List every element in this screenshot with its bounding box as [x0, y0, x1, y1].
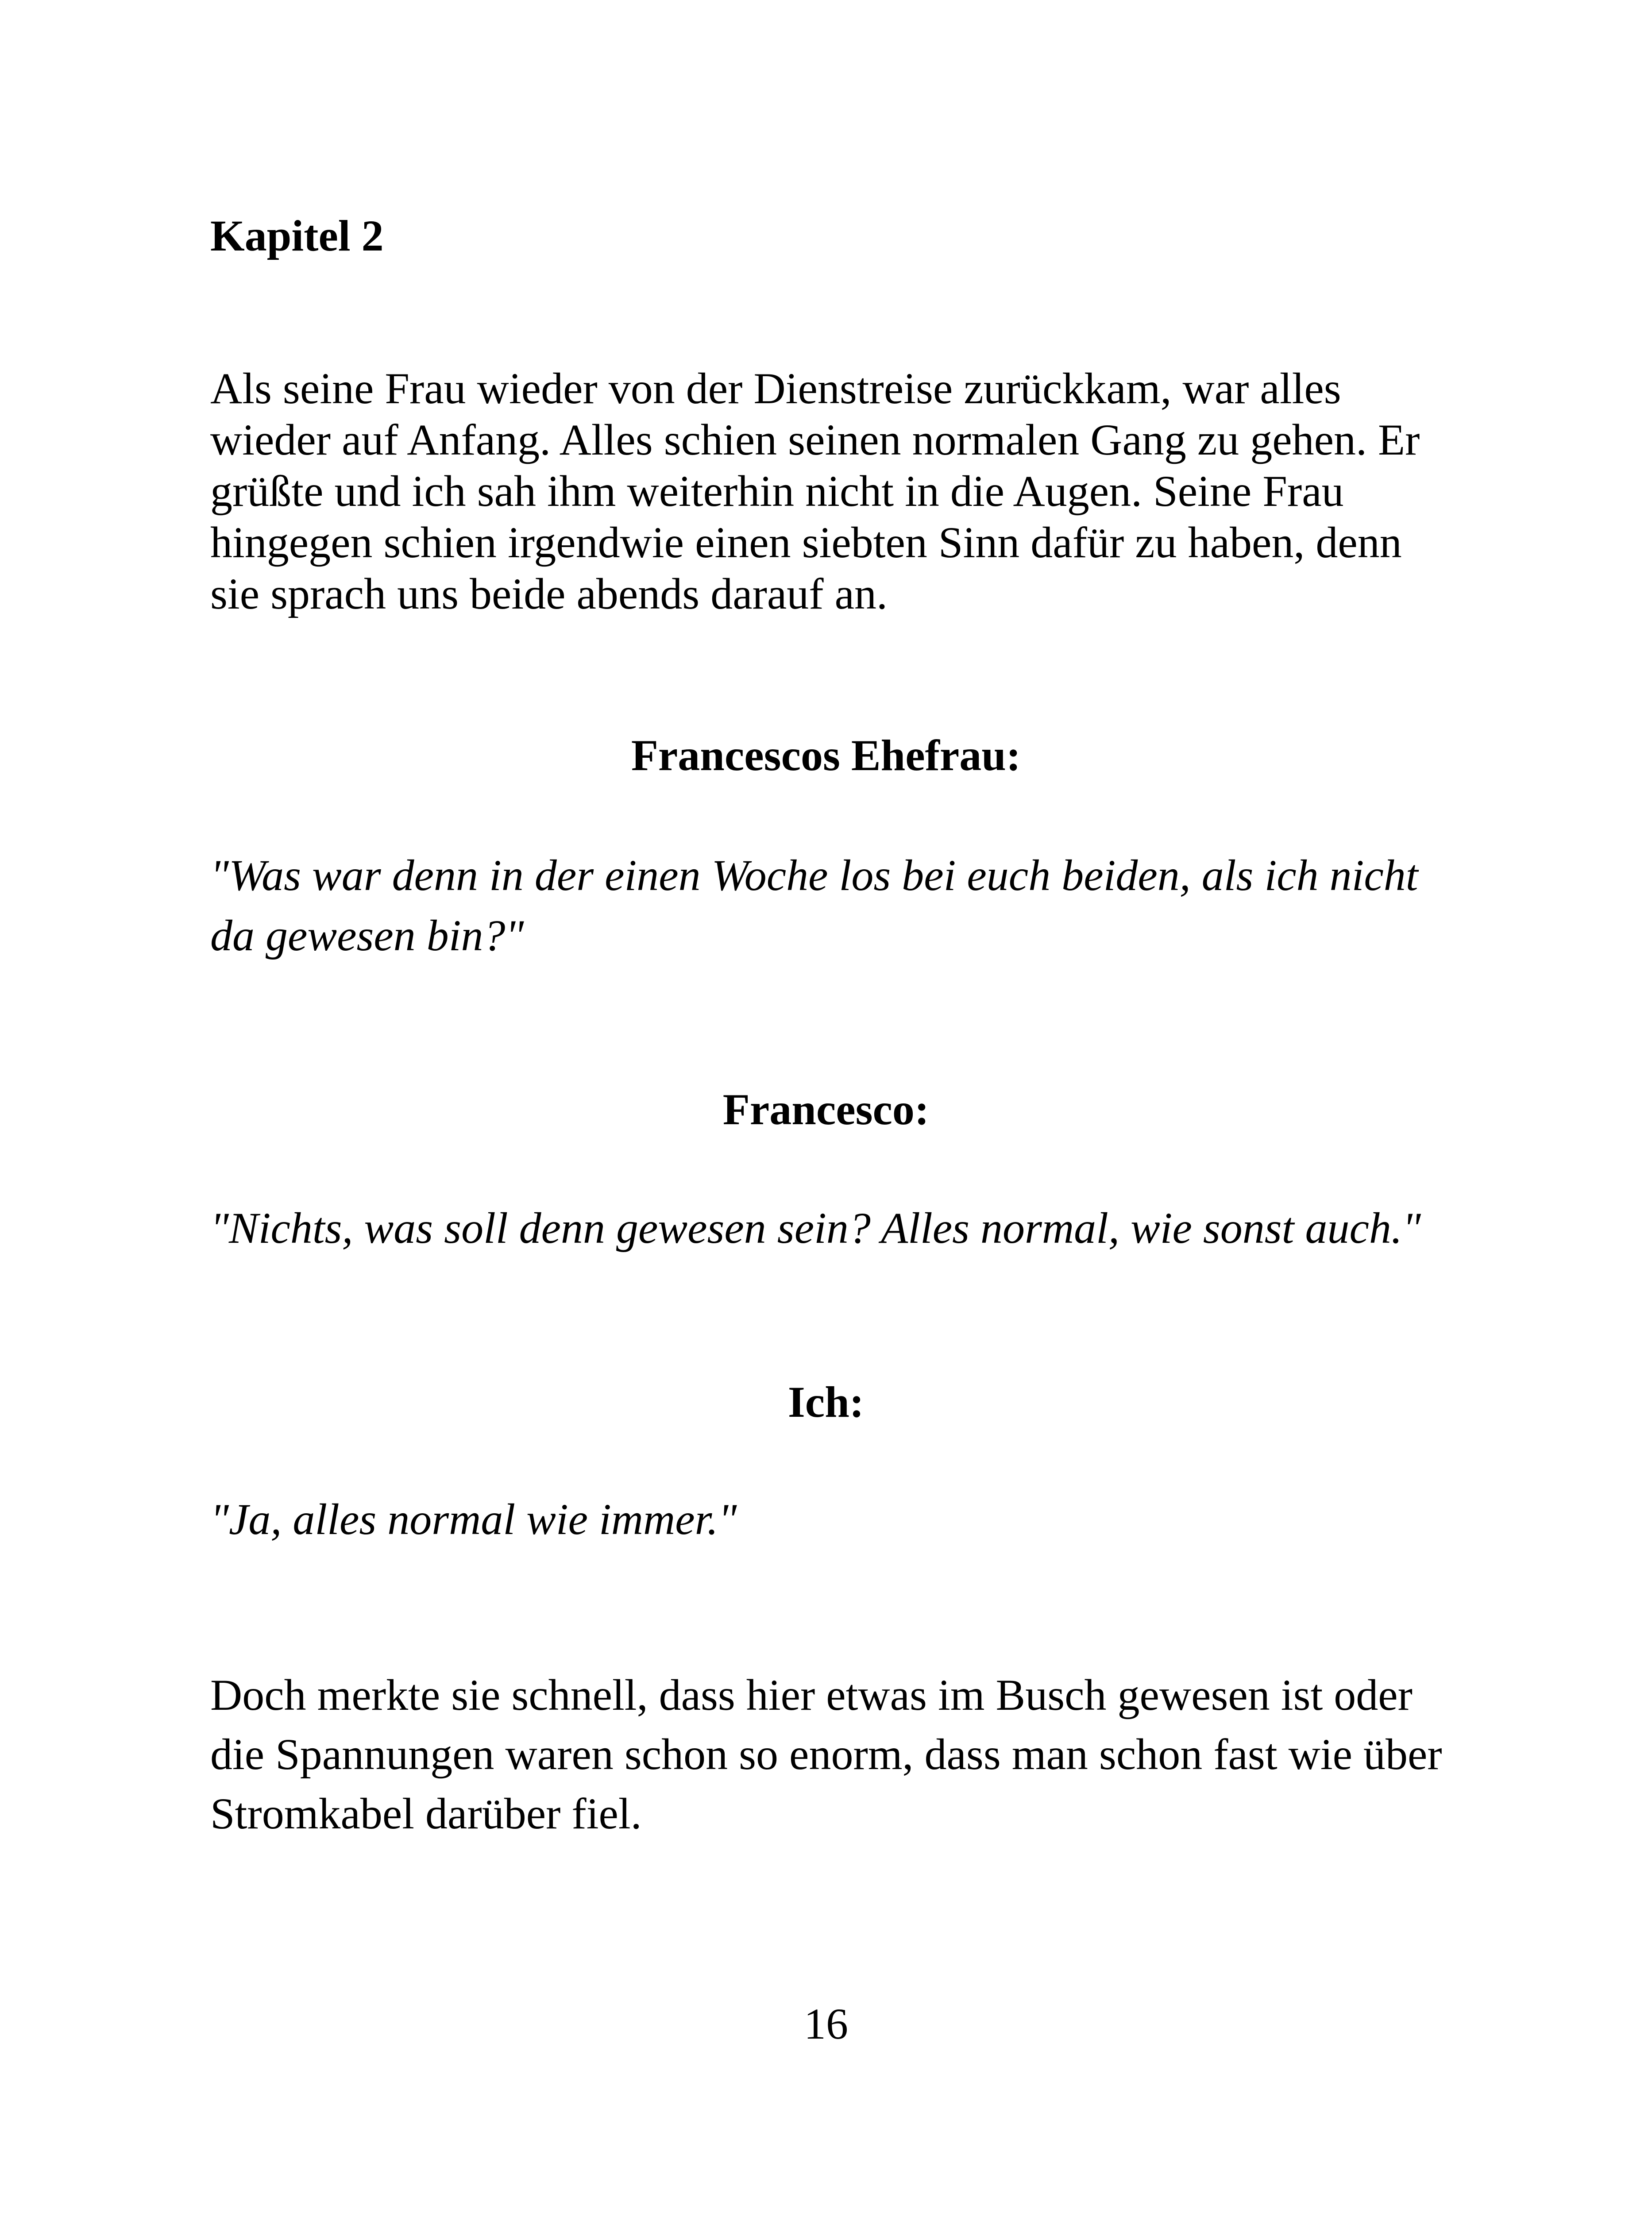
paragraph-line: grüßte und ich sah ihm weiterhin nicht in die Augen. Seine Frau [210, 467, 1344, 516]
dialogue-quote [210, 1198, 1494, 1258]
chapter-title: Kapitel 2 [210, 211, 384, 260]
paragraph-line: Doch merkte sie schnell, dass hier etwas im Busch gewesen ist oder [210, 1670, 1413, 1720]
paragraph-line: sie sprach uns beide abends darauf an. [210, 569, 888, 618]
speaker-francescos-ehefrau: Francescos Ehefrau: [631, 731, 1021, 780]
paragraph-line: hingegen schien irgendwie einen siebten Sinn dafür zu haben, denn [210, 518, 1402, 567]
quote-line: "Was war denn in der einen Woche los bei euch beiden, als ich nicht [210, 851, 1418, 900]
speaker-ich: Ich: [787, 1377, 865, 1426]
dialogue-quote [210, 1489, 1494, 1550]
dialogue-quote [210, 845, 1494, 966]
quote-line: da gewesen bin?" [210, 911, 524, 960]
closing-paragraph [210, 1666, 1494, 1843]
quote-line: "Nichts, was soll denn gewesen sein? Alles normal, wie sonst auch." [210, 1203, 1421, 1253]
intro-paragraph [210, 363, 1494, 620]
page-number: 16 [804, 1999, 848, 2048]
quote-line: "Ja, alles normal wie immer." [210, 1495, 737, 1544]
paragraph-line: die Spannungen waren schon so enorm, dass man schon fast wie über [210, 1730, 1442, 1779]
paragraph-line: wieder auf Anfang. Alles schien seinen normalen Gang zu gehen. Er [210, 415, 1420, 464]
paragraph-line: Als seine Frau wieder von der Dienstreise zurückkam, war alles [210, 364, 1341, 413]
paragraph-line: Stromkabel darüber fiel. [210, 1789, 642, 1838]
speaker-francesco: Francesco: [722, 1085, 930, 1134]
